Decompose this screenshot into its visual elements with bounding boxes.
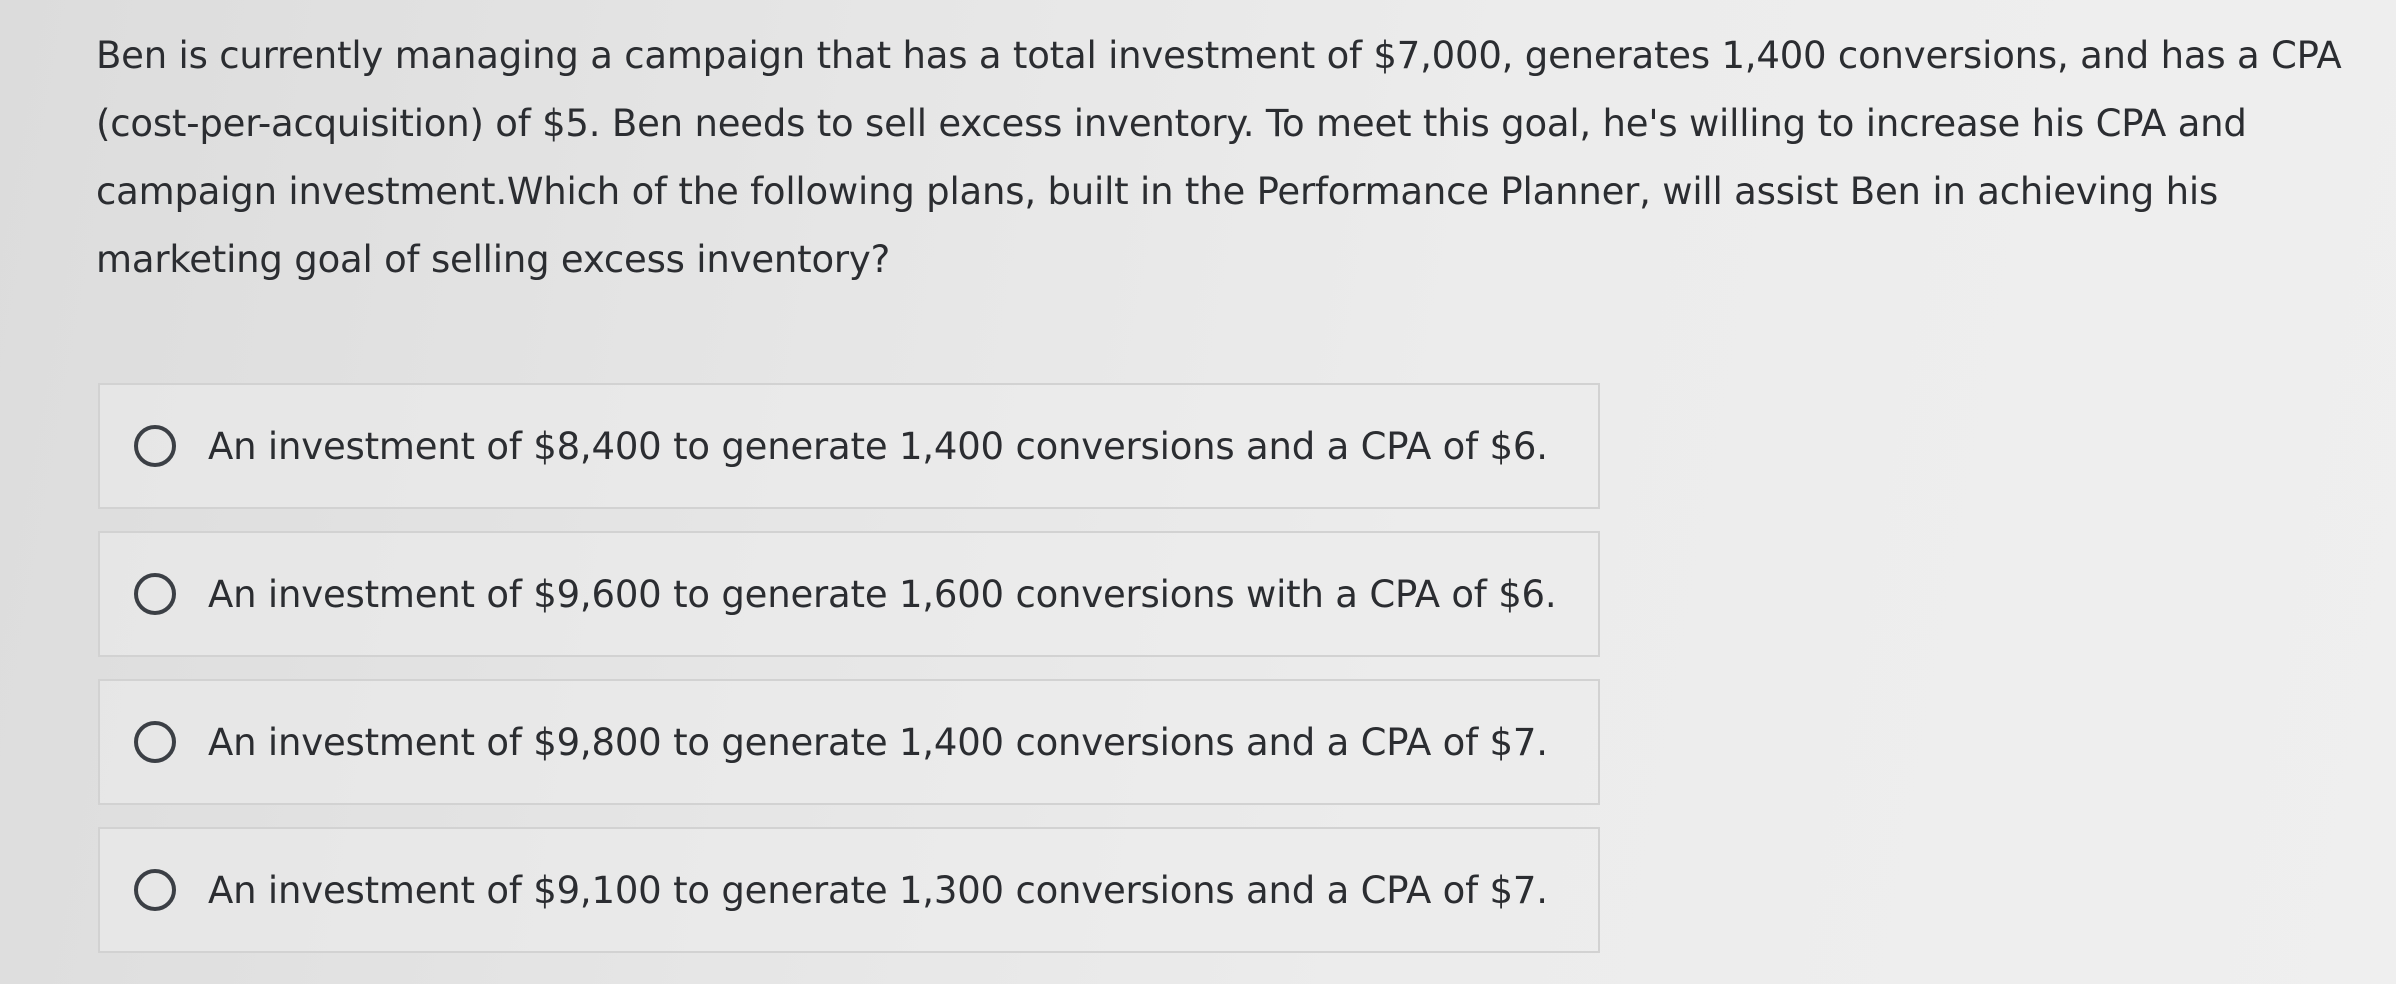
answer-option[interactable]: [98, 531, 1600, 657]
radio-button-icon[interactable]: [134, 573, 176, 615]
radio-button-icon[interactable]: [134, 869, 176, 911]
answer-option-label: An investment of $9,100 to generate 1,300 conversions and a CPA of $7.: [208, 868, 1548, 912]
answer-option[interactable]: [98, 679, 1600, 805]
answer-option[interactable]: [98, 383, 1600, 509]
question-text: Ben is currently managing a campaign that has a total investment of $7,000, generates 1,400 conversions, and has a CPA (cost-per-acquisition) of $5. Ben needs to sell excess inventory. To meet this goal, he's willing to increase his CPA and campaign investment.Which of the following plans, built in the Performance Planner, will assist Ben in achieving his marketing goal of selling excess inventory?: [96, 34, 2342, 281]
answer-option[interactable]: [98, 827, 1600, 953]
answer-option-label: An investment of $8,400 to generate 1,400 conversions and a CPA of $6.: [208, 424, 1548, 468]
radio-button-icon[interactable]: [134, 425, 176, 467]
radio-button-icon[interactable]: [134, 721, 176, 763]
answer-option-label: An investment of $9,800 to generate 1,400 conversions and a CPA of $7.: [208, 720, 1548, 764]
answer-option-label: An investment of $9,600 to generate 1,600 conversions with a CPA of $6.: [208, 572, 1557, 616]
answer-options: [98, 383, 1600, 975]
